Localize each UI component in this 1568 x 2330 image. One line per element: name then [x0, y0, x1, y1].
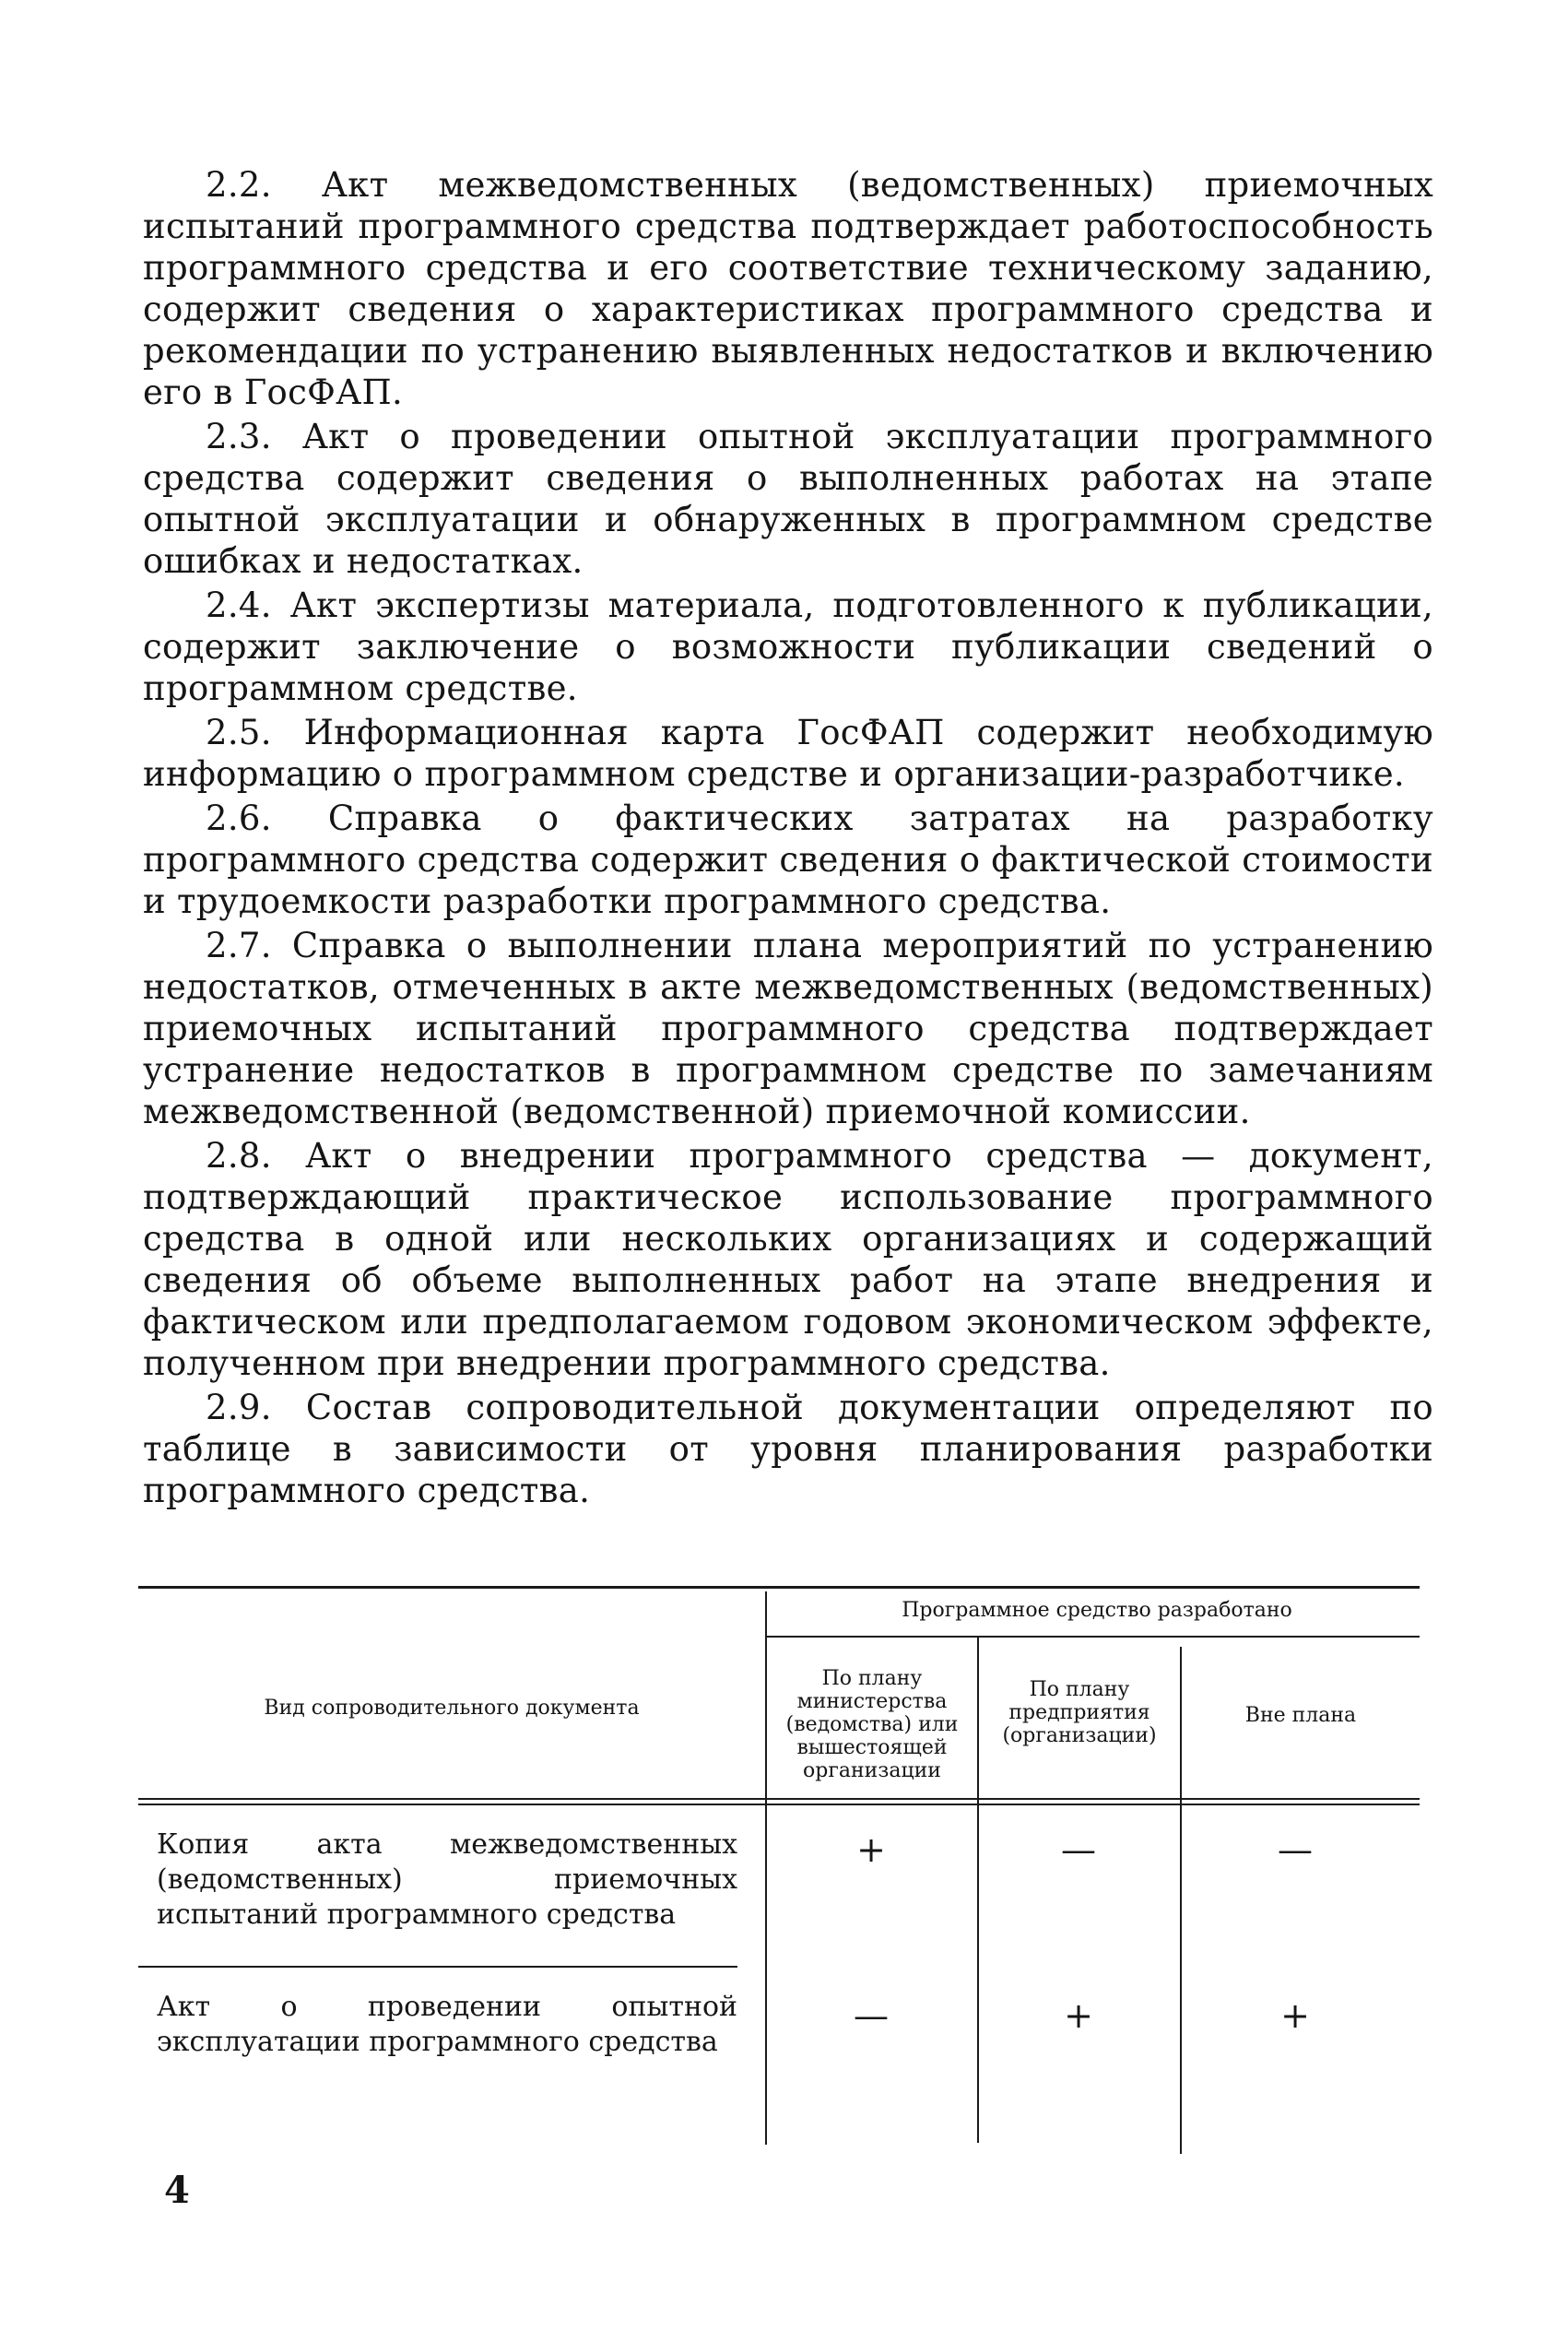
- header-double-rule-2: [138, 1804, 1420, 1805]
- row-1-mark-enterprise: —: [1061, 1829, 1096, 1870]
- paragraph-2-4: 2.4. Акт экспертизы материала, подготовленного к публикации, содержит заключение о возможности публикации сведений о программном средстве.: [143, 585, 1433, 708]
- row-separator: [138, 1966, 737, 1968]
- group-header: Программное средство разработано: [902, 1599, 1292, 1622]
- sub-header-unplanned: Вне плана: [1244, 1704, 1357, 1727]
- row-1-mark-ministry: +: [856, 1829, 886, 1870]
- paragraph-2-3: 2.3. Акт о проведении опытной эксплуатации программного средства содержит сведения о выполненных работах на этапе опытной эксплуатации и обнаруженных в программном средстве ошибках и недостатках.: [143, 417, 1433, 581]
- row-1-doc: Копия акта межведомственных (ведомственных) приемочных испытаний программного средства: [157, 1828, 737, 1931]
- paragraph-2-2: 2.2. Акт межведомственных (ведомственных) приемочных испытаний программного средства подтверждает работоспособность программного средства и его соответствие техническому заданию, содержит сведения о характеристиках программного средства и рекомендации по устранению выявленных недостатков и включению его в ГосФАП.: [143, 165, 1433, 412]
- row-2-mark-ministry: —: [854, 1995, 889, 2036]
- row-2-mark-enterprise: +: [1064, 1995, 1093, 2036]
- col-divider-1: [765, 1591, 767, 2145]
- sub-header-enterprise-plan: По плану предприятия (организации): [1002, 1678, 1157, 1747]
- group-header-rule: [765, 1636, 1420, 1638]
- body-text: [143, 164, 1433, 1514]
- page-number: 4: [164, 2169, 190, 2212]
- paragraph-2-5: 2.5. Информационная карта ГосФАП содержит необходимую информацию о программном средстве и организации-разработчике.: [143, 713, 1433, 794]
- table-top-rule: [138, 1586, 1420, 1589]
- sub-header-ministry-plan: По плану министерства (ведомства) или вышестоящей организации: [785, 1667, 959, 1782]
- paragraph-2-9: 2.9. Состав сопроводительной документации определяют по таблице в зависимости от уровня планирования разработки программного средства.: [143, 1388, 1433, 1510]
- col-doc-type-header: Вид сопроводительного документа: [264, 1697, 640, 1720]
- paragraph-2-7: 2.7. Справка о выполнении плана мероприятий по устранению недостатков, отмеченных в акте межведомственных (ведомственных) приемочных испытаний программного средства подтверждает устранение недостатков в программном средстве по замечаниям межведомственной (ведомственной) приемочной комиссии.: [143, 926, 1433, 1131]
- paragraph-2-8: 2.8. Акт о внедрении программного средства — документ, подтверждающий практическое использование программного средства в одной или нескольких организациях и содержащий сведения об объеме выполненных работ на этапе внедрения и фактическом или предполагаемом годовом экономическом эффекте, полученном при внедрении программного средства.: [143, 1136, 1433, 1383]
- row-1-mark-unplanned: —: [1278, 1829, 1313, 1870]
- documentation-table: [138, 1586, 1420, 2158]
- header-double-rule-1: [138, 1798, 1420, 1800]
- row-2-mark-unplanned: +: [1280, 1995, 1310, 2036]
- col-divider-3: [1180, 1647, 1182, 2154]
- paragraph-2-6: 2.6. Справка о фактических затратах на разработку программного средства содержит сведения о фактической стоимости и трудоемкости разработки программного средства.: [143, 798, 1433, 921]
- row-2-doc: Акт о проведении опытной эксплуатации программного средства: [157, 1991, 737, 2058]
- col-divider-2: [977, 1636, 979, 2143]
